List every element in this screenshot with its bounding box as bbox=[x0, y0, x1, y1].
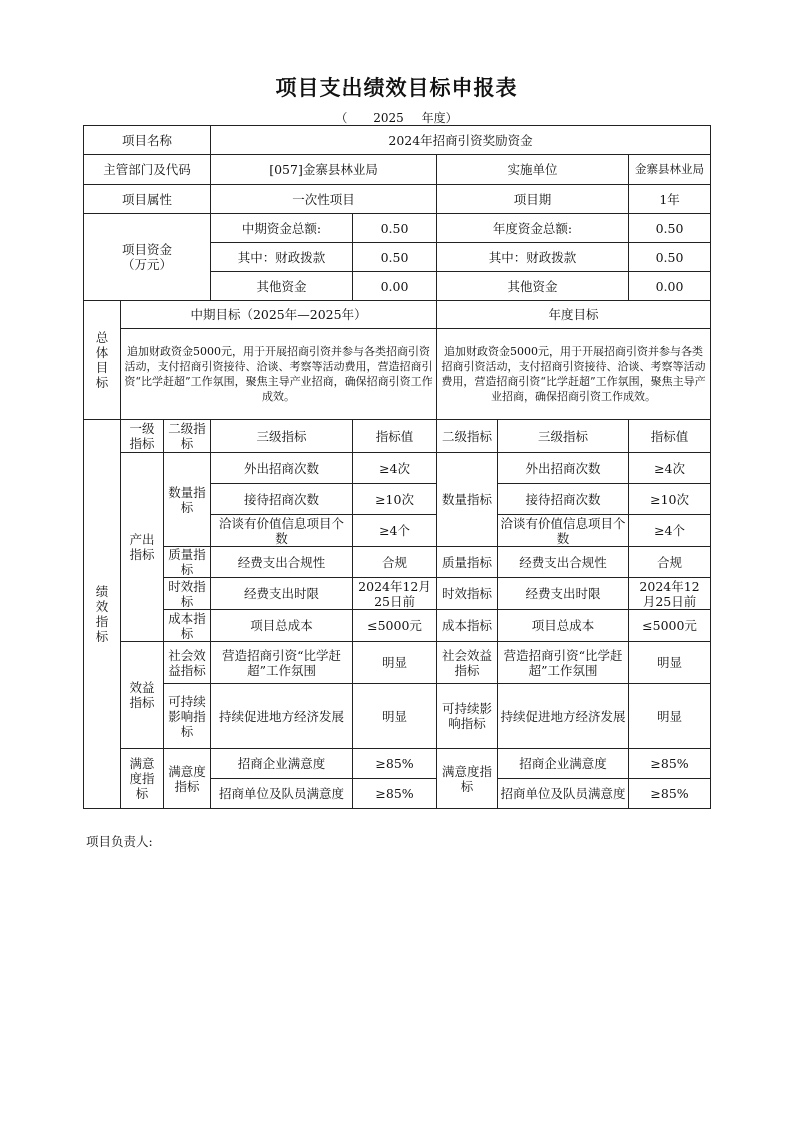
subtitle-year: 2025 bbox=[373, 111, 404, 125]
mid-fiscal-value: 0.50 bbox=[353, 243, 437, 272]
indicator-name: 经费支出时限 bbox=[211, 578, 353, 610]
indicator-name-year: 洽谈有价值信息项目个数 bbox=[498, 515, 629, 547]
year-subtitle bbox=[0, 109, 793, 126]
project-name-value: 2024年招商引资奖励资金 bbox=[211, 126, 711, 155]
year-goal-header: 年度目标 bbox=[437, 301, 711, 329]
level2-header-year: 二级指标 bbox=[437, 420, 498, 453]
indicator-name-year: 招商单位及队员满意度 bbox=[498, 779, 629, 809]
indicator-value: ≥10次 bbox=[353, 484, 437, 515]
project-attr-label: 项目属性 bbox=[84, 185, 211, 214]
level3-header: 三级指标 bbox=[211, 420, 353, 453]
project-period-value: 1年 bbox=[629, 185, 711, 214]
indicator-name-year: 持续促进地方经济发展 bbox=[498, 684, 629, 749]
indicator-value: 合规 bbox=[353, 547, 437, 578]
timeliness-indicator-label-year: 时效指标 bbox=[437, 578, 498, 610]
quantity-indicator-label: 数量指 标 bbox=[164, 453, 211, 547]
subtitle-open: （ bbox=[335, 111, 348, 125]
year-total-label: 年度资金总额: bbox=[437, 214, 629, 243]
quality-indicator-label-year: 质量指标 bbox=[437, 547, 498, 578]
indicator-value-year: ≤5000元 bbox=[629, 610, 711, 642]
indicator-value: 明显 bbox=[353, 642, 437, 684]
indicator-name: 外出招商次数 bbox=[211, 453, 353, 484]
mid-fiscal-label: 其中：财政拨款 bbox=[211, 243, 353, 272]
row-goal-header bbox=[84, 301, 711, 329]
table-row bbox=[84, 684, 711, 749]
year-total-value: 0.50 bbox=[629, 214, 711, 243]
indicator-name-year: 项目总成本 bbox=[498, 610, 629, 642]
mid-total-label: 中期资金总额: bbox=[211, 214, 353, 243]
row-attributes bbox=[84, 185, 711, 214]
perf-indicators-label: 绩 效 指 标 bbox=[84, 420, 121, 809]
indicator-value-year: 明显 bbox=[629, 642, 711, 684]
year-fiscal-label: 其中：财政拨款 bbox=[437, 243, 629, 272]
social-benefit-label-year: 社会效益 指标 bbox=[437, 642, 498, 684]
indicator-name-year: 接待招商次数 bbox=[498, 484, 629, 515]
quality-indicator-label: 质量指 标 bbox=[164, 547, 211, 578]
page-title: 项目支出绩效目标申报表 bbox=[275, 76, 518, 100]
indicator-value-year: ≥4次 bbox=[629, 453, 711, 484]
indicator-value-year: 合规 bbox=[629, 547, 711, 578]
quantity-indicator-label-year: 数量指标 bbox=[437, 453, 498, 547]
row-perf-header bbox=[84, 420, 711, 453]
value-header-year: 指标值 bbox=[629, 420, 711, 453]
project-attr-value: 一次性项目 bbox=[211, 185, 437, 214]
indicator-value: ≥85% bbox=[353, 779, 437, 809]
indicator-name: 持续促进地方经济发展 bbox=[211, 684, 353, 749]
sustainable-impact-label-year: 可持续影 响指标 bbox=[437, 684, 498, 749]
funds-label: 项目资金 （万元） bbox=[84, 214, 211, 301]
row-project-name bbox=[84, 126, 711, 155]
indicator-name: 项目总成本 bbox=[211, 610, 353, 642]
indicator-name: 招商单位及队员满意度 bbox=[211, 779, 353, 809]
level2-header: 二级指 标 bbox=[164, 420, 211, 453]
table-row bbox=[84, 610, 711, 642]
satisfaction-indicator-label: 满意 度指 标 bbox=[121, 749, 164, 809]
year-other-value: 0.00 bbox=[629, 272, 711, 301]
cost-indicator-label: 成本指 标 bbox=[164, 610, 211, 642]
indicator-name: 经费支出合规性 bbox=[211, 547, 353, 578]
impl-unit-label: 实施单位 bbox=[437, 155, 629, 185]
year-goal-text: 追加财政资金5000元，用于开展招商引资并参与各类招商引资活动，支付招商引资接待、洽谈、考察等活动费用，营造招商引资“比学赶超”工作氛围，聚焦主导产业招商，确保招商引资工作成效。 bbox=[437, 329, 711, 420]
indicator-name-year: 外出招商次数 bbox=[498, 453, 629, 484]
indicator-value-year: ≥85% bbox=[629, 749, 711, 779]
overall-goal-label: 总 体 目 标 bbox=[84, 301, 121, 420]
level3-header-year: 三级指标 bbox=[498, 420, 629, 453]
row-goal-text bbox=[84, 329, 711, 420]
year-fiscal-value: 0.50 bbox=[629, 243, 711, 272]
timeliness-indicator-label: 时效指 标 bbox=[164, 578, 211, 610]
indicator-value: 明显 bbox=[353, 684, 437, 749]
mid-other-value: 0.00 bbox=[353, 272, 437, 301]
indicator-name-year: 招商企业满意度 bbox=[498, 749, 629, 779]
table-row bbox=[84, 749, 711, 779]
year-other-label: 其他资金 bbox=[437, 272, 629, 301]
table-row bbox=[84, 453, 711, 484]
satisfaction-level2-label-year: 满意度指 标 bbox=[437, 749, 498, 809]
benefit-indicator-label: 效益 指标 bbox=[121, 642, 164, 749]
mid-total-value: 0.50 bbox=[353, 214, 437, 243]
indicator-name-year: 经费支出时限 bbox=[498, 578, 629, 610]
sustainable-impact-label: 可持续 影响指 标 bbox=[164, 684, 211, 749]
project-leader-label: 项目负责人: bbox=[86, 834, 153, 849]
indicator-value: 2024年12月 25日前 bbox=[353, 578, 437, 610]
satisfaction-level2-label: 满意度 指标 bbox=[164, 749, 211, 809]
table-row bbox=[84, 578, 711, 610]
indicator-value: ≥4个 bbox=[353, 515, 437, 547]
project-period-label: 项目期 bbox=[437, 185, 629, 214]
impl-unit-value: 金寨县林业局 bbox=[629, 155, 711, 185]
indicator-name-year: 经费支出合规性 bbox=[498, 547, 629, 578]
indicator-value-year: 明显 bbox=[629, 684, 711, 749]
cost-indicator-label-year: 成本指标 bbox=[437, 610, 498, 642]
indicator-value-year: ≥10次 bbox=[629, 484, 711, 515]
indicator-value: ≥85% bbox=[353, 749, 437, 779]
indicator-name: 营造招商引资“比学赶 超”工作氛围 bbox=[211, 642, 353, 684]
indicator-value-year: 2024年12 月25日前 bbox=[629, 578, 711, 610]
indicator-value: ≥4次 bbox=[353, 453, 437, 484]
level1-header: 一级 指标 bbox=[121, 420, 164, 453]
indicator-name: 洽谈有价值信息项目个数 bbox=[211, 515, 353, 547]
row-department bbox=[84, 155, 711, 185]
dept-value: [057]金寨县林业局 bbox=[211, 155, 437, 185]
dept-label: 主管部门及代码 bbox=[84, 155, 211, 185]
indicator-value: ≤5000元 bbox=[353, 610, 437, 642]
mid-goal-text: 追加财政资金5000元，用于开展招商引资并参与各类招商引资活动，支付招商引资接待、洽谈、考察等活动费用，营造招商引资“比学赶超”工作氛围，聚焦主导产业招商，确保招商引资工作成效。 bbox=[121, 329, 437, 420]
subtitle-suffix: 年度） bbox=[421, 111, 458, 125]
project-name-label: 项目名称 bbox=[84, 126, 211, 155]
table-row bbox=[84, 642, 711, 684]
indicator-name: 接待招商次数 bbox=[211, 484, 353, 515]
indicator-name: 招商企业满意度 bbox=[211, 749, 353, 779]
indicator-value-year: ≥85% bbox=[629, 779, 711, 809]
performance-goal-table bbox=[83, 125, 711, 809]
mid-other-label: 其他资金 bbox=[211, 272, 353, 301]
table-row bbox=[84, 547, 711, 578]
social-benefit-label: 社会效 益指标 bbox=[164, 642, 211, 684]
value-header: 指标值 bbox=[353, 420, 437, 453]
indicator-name-year: 营造招商引资“比学赶 超”工作氛围 bbox=[498, 642, 629, 684]
output-indicator-label: 产出 指标 bbox=[121, 453, 164, 642]
indicator-value-year: ≥4个 bbox=[629, 515, 711, 547]
row-fund-total bbox=[84, 214, 711, 243]
mid-goal-header: 中期目标（2025年—2025年） bbox=[121, 301, 437, 329]
